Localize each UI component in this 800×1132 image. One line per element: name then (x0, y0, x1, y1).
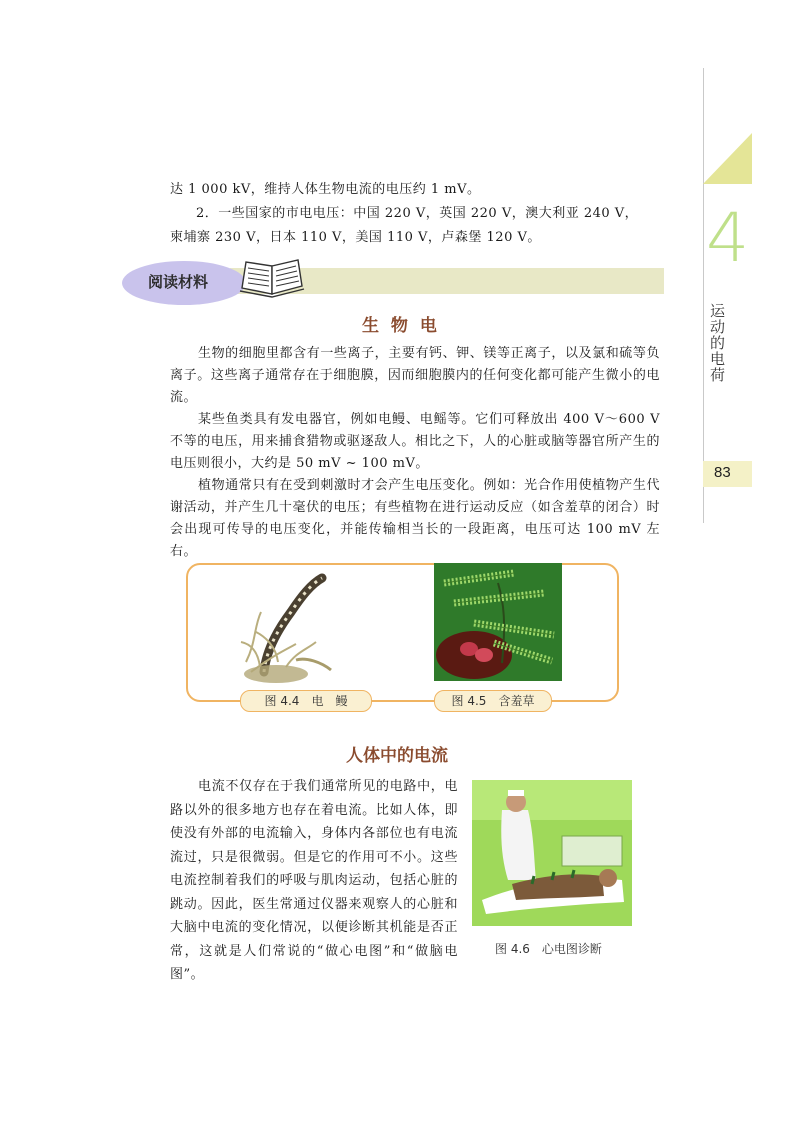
bioelectricity-paragraph-3: 植物通常只有在受到刺激时才会产生电压变化。例如：光合作用使植物产生代谢活动，并产生几十毫伏的电压；有些植物在进行运动反应（如含羞草的闭合）时会出现可传导的电压变化，并能传输相当长的一段距离，电压可达 100 mV 左右。 (170, 478, 660, 559)
reading-label: 阅读材料 (148, 273, 209, 291)
section-title-bioelectricity: 生 物 电 (362, 316, 440, 336)
section-title-body-current: 人体中的电流 (346, 746, 448, 766)
page-number: 83 (714, 464, 731, 481)
chapter-number: 4 (706, 199, 750, 278)
figure-4-4-caption: 图 4.4 电 鳗 (240, 690, 372, 712)
open-book-icon (238, 258, 308, 298)
figure-4-6-caption: 图 4.6 心电图诊断 (495, 942, 602, 956)
chapter-title: 运动的电荷 (710, 302, 726, 384)
body-current-paragraph: 电流不仅存在于我们通常所见的电路中，电路以外的很多地方也存在着电流。比如人体，即使没有外部的电流输入，身体内各部位也有电流流过，只是很微弱。但是它的作用可不小。这些电流控制着我们的呼吸与肌肉运动，包括心脏的跳动。因此，医生常通过仪器来观察人的心脏和大脑中电流的变化情况，以便诊断其机能是否正常，这就是人们常说的“做心电图”和“做脑电图”。 (170, 779, 458, 982)
top-text-line-3: 柬埔寨 230 V，日本 110 V，美国 110 V，卢森堡 120 V。 (170, 230, 541, 245)
figure-4-5-caption: 图 4.5 含羞草 (434, 690, 552, 712)
mimosa-image (434, 563, 562, 681)
electric-eel-image (236, 572, 346, 688)
chapter-corner-triangle (703, 133, 752, 184)
bioelectricity-paragraph-1: 生物的细胞里都含有一些离子，主要有钙、钾、镁等正离子，以及氯和硫等负离子。这些离子通常存在于细胞膜，因而细胞膜内的任何变化都可能产生微小的电流。 (170, 346, 660, 405)
top-text-line-2: 2．一些国家的市电电压：中国 220 V，英国 220 V，澳大利亚 240 V， (196, 206, 639, 221)
bioelectricity-paragraph-2: 某些鱼类具有发电器官，例如电鳗、电鳐等。它们可释放出 400 V～600 V 不等的电压，用来捕食猎物或驱逐敌人。相比之下，人的心脏或脑等器官所产生的电压则很小，大约是 50 mV ~ 100 mV。 (170, 412, 660, 471)
ecg-diagnosis-image (472, 780, 632, 926)
top-text-line-1: 达 1 000 kV，维持人体生物电流的电压约 1 mV。 (170, 182, 481, 197)
